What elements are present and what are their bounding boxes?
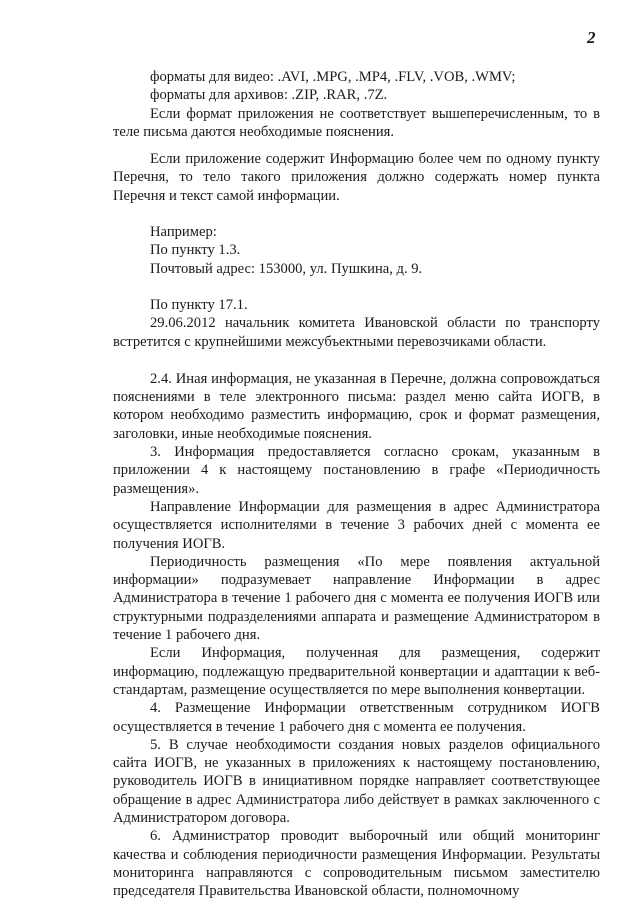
paragraph-formats-video: форматы для видео: .AVI, .MPG, .MP4, .FLV, .VOB, .WMV;: [150, 69, 516, 85]
paragraph-formats-archive: форматы для архивов: .ZIP, .RAR, .7Z.: [150, 87, 388, 104]
paragraph-periodicity: Периодичность размещения «По мере появления актуальной информации» подразумевает направление Информации в адрес Администратора в течение 1 рабочего дня с момента ее получения ИОГВ или структурными подразделениями аппарата и размещение Администратором в течение 1 рабочего дня.: [113, 553, 600, 644]
page-number: 2: [587, 28, 596, 47]
example-event: 29.06.2012 начальник комитета Ивановской области по транспорту встретится с крупнейшими межсубъектными перевозчиками области.: [113, 315, 600, 350]
example-item-2: По пункту 17.1.: [150, 296, 248, 313]
paragraph-section-4: 4. Размещение Информации ответственным сотрудником ИОГВ осуществляется в течение 1 рабочего дня с момента ее получения.: [113, 700, 600, 735]
paragraph-direction: Направление Информации для размещения в адрес Администратора осуществляется исполнителями в течение 3 рабочих дней с момента ее получения ИОГВ.: [113, 498, 600, 552]
document-body: [113, 68, 600, 900]
example-item-1: По пункту 1.3.: [150, 242, 241, 259]
spacer: [113, 141, 600, 150]
paragraph-section-2-4: 2.4. Иная информация, не указанная в Перечне, должна сопровождаться пояснениями в теле электронного письма: раздел меню сайта ИОГВ, в котором необходимо разместить информацию, срок и формат размещения, заголовки, иные необходимые пояснения.: [113, 370, 600, 442]
paragraph-format-mismatch: Если формат приложения не соответствует вышеперечисленным, то в теле письма даются необходимые пояснения.: [113, 105, 600, 140]
spacer: [113, 205, 600, 223]
example-address: Почтовый адрес: 153000, ул. Пушкина, д. 9.: [150, 260, 423, 277]
paragraph-section-6: 6. Администратор проводит выборочный или общий мониторинг качества и соблюдения периодичности размещения Информации. Результаты мониторинга направляются с сопроводительным письмом заместителю председателя Правительства Ивановской области, полномочному: [113, 828, 600, 900]
spacer: [113, 278, 600, 296]
example-heading: Например:: [150, 224, 217, 241]
spacer: [113, 351, 600, 370]
paragraph-section-3: 3. Информация предоставляется согласно срокам, указанным в приложении 4 к настоящему постановлению в графе «Периодичность размещения».: [113, 444, 600, 497]
paragraph-conversion: Если Информация, полученная для размещения, содержит информацию, подлежащую предварительной конвертации и адаптации к веб-стандартам, размещение осуществляется по мере выполнения конвертации.: [113, 645, 600, 698]
paragraph-section-5: 5. В случае необходимости создания новых разделов официального сайта ИОГВ, не указанных в приложениях к настоящему постановлению, руководитель ИОГВ в инициативном порядке направляет соответствующее обращение в адрес Администратора либо действует в рамках заключенного с Администратором договора.: [113, 736, 600, 826]
paragraph-multiple-items: Если приложение содержит Информацию более чем по одному пункту Перечня, то тело такого приложения должно содержать номер пункта Перечня и текст самой информации.: [113, 151, 600, 204]
